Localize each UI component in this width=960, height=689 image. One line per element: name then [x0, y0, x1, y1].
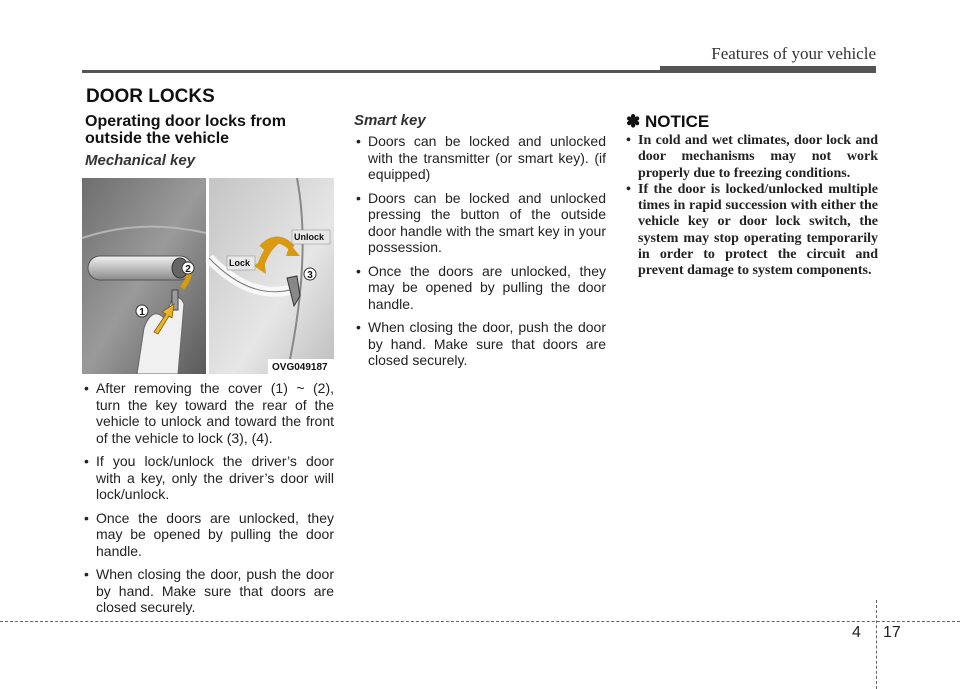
list-item: • If the door is locked/unlocked multiple times in rapid succession with either the vehicle key or door lock switch, the system may stop operating temporarily in order to protect the circuit and prevent damage to system components. [626, 182, 878, 280]
list-item: • Once the doors are unlocked, they may be opened by pulling the door handle. [354, 263, 606, 313]
callout-1: 1 [139, 307, 145, 318]
callout-3: 3 [307, 270, 313, 281]
header-rule-accent [660, 66, 876, 73]
unlock-label: Unlock [294, 232, 325, 242]
list-item: • After removing the cover (1) ~ (2), turn the key toward the rear of the vehicle to unlock and toward the front of the vehicle to lock (3), (4). [82, 380, 334, 446]
operating-heading-line1: Operating door locks from [85, 113, 286, 130]
notice-title: ✽ NOTICE [626, 112, 710, 131]
figure-code: OVG049187 [272, 362, 328, 373]
footer-rule [0, 621, 960, 622]
mechanical-key-subheading: Mechanical key [85, 152, 196, 169]
door-lock-illustration [82, 178, 334, 374]
list-item: • When closing the door, push the door by hand. Make sure that doors are closed securely. [82, 566, 334, 616]
callout-2: 2 [185, 264, 191, 275]
chapter-number: 4 [852, 624, 861, 641]
list-item: • When closing the door, push the door by hand. Make sure that doors are closed securely. [354, 319, 606, 369]
footer-divider [876, 600, 877, 689]
running-header: Features of your vehicle [711, 44, 876, 63]
mechanical-key-list [82, 380, 334, 623]
list-item: • If you lock/unlock the driver’s door with a key, only the driver’s door will lock/unlock. [82, 453, 334, 503]
operating-heading [85, 113, 335, 147]
list-item: • Doors can be locked and unlocked pressing the button of the outside door handle with the smart key in your possession. [354, 190, 606, 256]
list-item: • Once the doors are unlocked, they may be opened by pulling the door handle. [82, 510, 334, 560]
page-number: 17 [883, 624, 901, 641]
list-item: • In cold and wet climates, door lock and door mechanisms may not work properly due to freezing conditions. [626, 133, 878, 182]
door-handle-image [82, 178, 334, 374]
smart-key-subheading: Smart key [354, 112, 426, 129]
smart-key-list [354, 133, 606, 376]
list-item: • Doors can be locked and unlocked with the transmitter (or smart key). (if equipped) [354, 133, 606, 183]
operating-heading-line2: outside the vehicle [85, 130, 230, 147]
notice-list [626, 133, 878, 280]
lock-label: Lock [229, 258, 251, 268]
section-title: DOOR LOCKS [86, 86, 215, 107]
